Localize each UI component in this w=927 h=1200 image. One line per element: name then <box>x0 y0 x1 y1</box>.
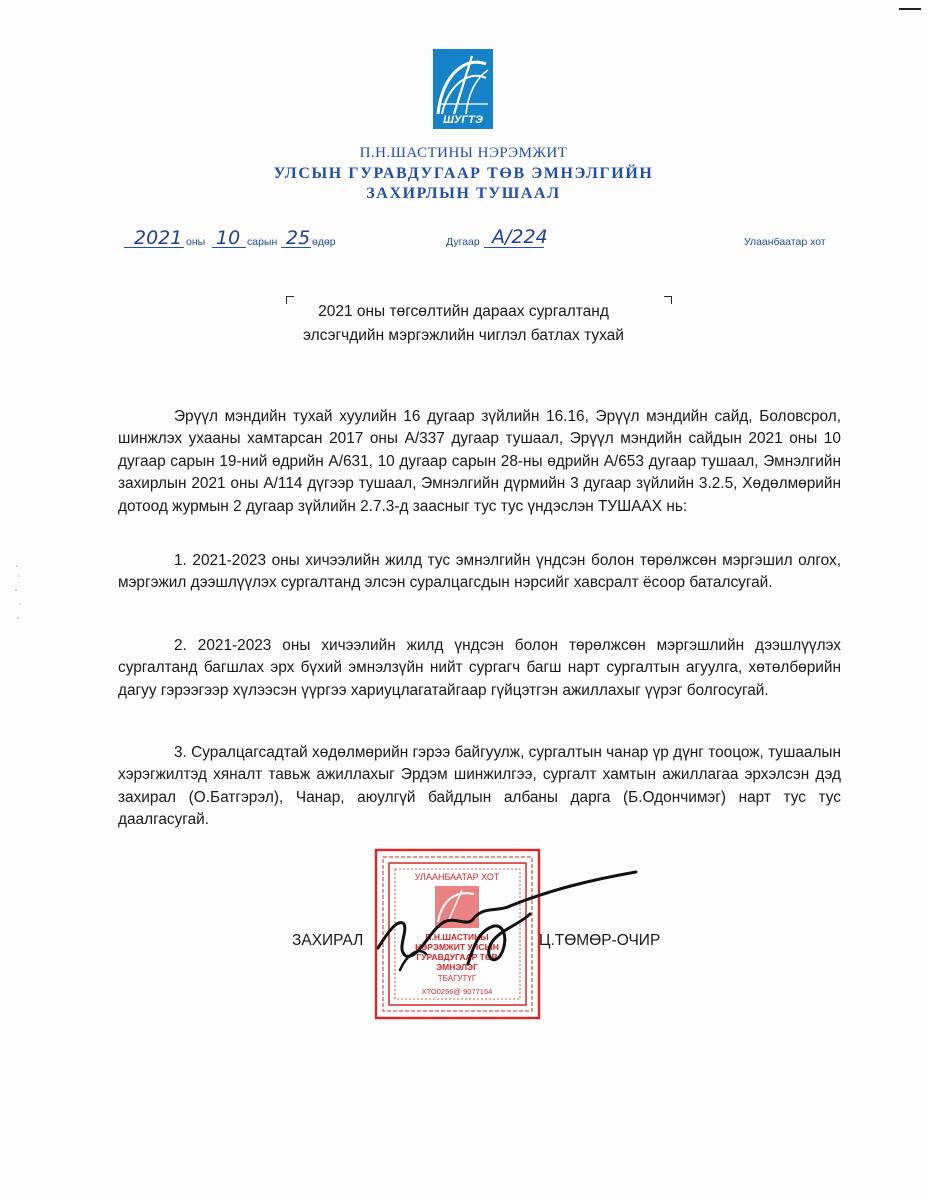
order-item-3: 3. Суралцагсадтай хөдөлмөрийн гэрээ байгуулж, сургалтын чанар үр дүнг тооцож, тушаалын хэрэгжилтэд хяналт тавьж ажиллахыг Эрдэм шинжилгээ, сургалт хамтын ажиллагаа эрхэлсэн дэд захирал (О.Батгэрэл), Чанар, аюулгүй байдлын албаны дарга (Б.Одончимэг) нарт тус тус даалгасугай. <box>118 744 841 829</box>
stamp-line3: ГУРАВДУГААР ТӨВ <box>416 952 498 962</box>
stamp-line4: ЭМНЭЛЭГ <box>436 962 478 972</box>
handwritten-number: А/224 <box>492 226 548 248</box>
stamp-line1: П.Н.ШАСТИНЫ <box>425 932 489 942</box>
month-label: сарын <box>247 236 278 248</box>
signatory-name: Ц.ТӨМӨР-ОЧИР <box>539 932 661 949</box>
handwritten-month: 10 <box>216 227 241 249</box>
stamp-codes: ХТО0256@ 9077154 <box>421 987 493 996</box>
stamp-city: УЛААНБААТАР ХОТ <box>414 872 500 882</box>
org-name-line1: П.Н.ШАСТИНЫ НЭРЭМЖИТ <box>359 145 568 161</box>
subject-line2: элсэгчдийн мэргэжлийн чиглэл батлах тухай <box>303 327 624 344</box>
year-label: оны <box>186 236 206 248</box>
day-label: өдөр <box>312 236 336 248</box>
stamp-line2: НЭРЭМЖИТ УЛСЫН <box>415 942 499 952</box>
city-label: Улаанбаатар хот <box>744 236 826 248</box>
handwritten-signature <box>360 866 642 978</box>
subject-line1: 2021 оны төгсөлтийн дараах сургалтанд <box>318 303 609 320</box>
scan-margin-specks <box>12 560 26 630</box>
scan-edge-mark <box>899 8 921 10</box>
order-item-1: 1. 2021-2023 оны хичээлийн жилд тус эмнэлгийн үндсэн болон төрөлжсөн мэргэшил олгох, мэргэжил дээшлүүлэх сургалтанд элсэн суралцагсдын нэрсийг хавсралт ёсоор баталсугай. <box>118 552 841 592</box>
stamp-line5: ТБАГУТҮГ <box>437 974 477 983</box>
number-label: Дугаар <box>446 236 480 248</box>
order-item-2: 2. 2021-2023 оны хичээлийн жилд үндсэн болон төрөлжсөн мэргэшлийн дээшлүүлэх сургалтанд багшлах эрх бүхий эмнэлзүйн нийт сургагч багш нарт сургалтын агуулга, хөтөлбөрийн дагуу гэрээгээр хүлээсэн үүргээ хариуцлагатайгаар гүйцэтгэн ажиллахыг үүрэг болгосугай. <box>118 637 841 699</box>
document-type-title: ЗАХИРЛЫН ТУШААЛ <box>366 185 561 202</box>
subject-bracket-right <box>664 296 672 304</box>
handwritten-day: 25 <box>286 227 311 249</box>
org-name-line2: УЛСЫН ГУРАВДУГААР ТӨВ ЭМНЭЛГИЙН <box>273 165 654 182</box>
date-number-row <box>0 228 927 258</box>
subject-bracket-left <box>286 296 294 304</box>
preamble-paragraph: Эрүүл мэндийн тухай хуулийн 16 дугаар зүйлийн 16.16, Эрүүл мэндийн сайд, Боловсрол, шинжлэх ухааны хамтарсан 2017 оны А/337 дугаар тушаал, Эрүүл мэндийн сайдын 2021 оны 10 дугаар сарын 19-ний өдрийн А/631, 10 дугаар сарын 28-ны өдрийн А/653 дугаар тушаал, Эмнэлгийн захирлын 2021 оны А/114 дүгээр тушаал, Эмнэлгийн дүрмийн 3 дугаар зүйлийн 3.2.5, Хөдөлмөрийн дотоод журмын 2 дугаар зүйлийн 2.7.3-д заасныг тус тус үндэслэн ТУШААХ нь: <box>118 408 841 515</box>
handwritten-year: 2021 <box>134 227 183 249</box>
logo-text: ШУГТЭ <box>443 114 483 126</box>
hospital-logo <box>432 48 494 130</box>
signatory-title: ЗАХИРАЛ <box>292 932 364 949</box>
